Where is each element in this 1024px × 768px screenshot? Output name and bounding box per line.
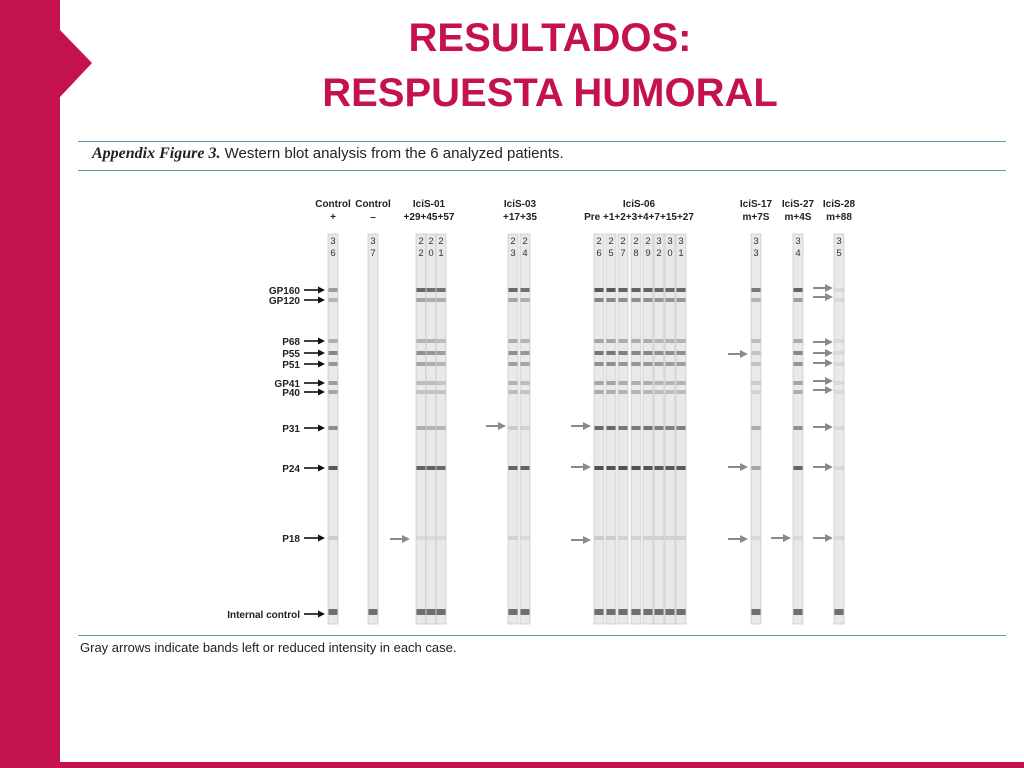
figure-label: Appendix Figure 3. xyxy=(92,145,221,162)
blot-band xyxy=(329,298,338,302)
blot-band xyxy=(607,536,616,540)
arrow-icon xyxy=(318,380,325,387)
gray-arrow-icon xyxy=(740,535,748,543)
gray-arrow-icon xyxy=(402,535,410,543)
lane-number: 7 xyxy=(620,248,626,259)
blot-band xyxy=(595,339,604,343)
group-subtitle: – xyxy=(370,212,376,223)
blot-band xyxy=(632,362,641,366)
blot-band xyxy=(835,339,844,343)
arrow-icon xyxy=(318,425,325,432)
gray-arrow-icon xyxy=(825,463,833,471)
blot-band xyxy=(329,536,338,540)
internal-control-band xyxy=(369,609,378,615)
blot-band xyxy=(655,339,664,343)
blot-band xyxy=(509,381,518,385)
blot-band xyxy=(437,351,446,355)
figure-note: Gray arrows indicate bands left or reduced intensity in each case. xyxy=(80,640,457,655)
blot-band xyxy=(794,351,803,355)
blot-band xyxy=(437,362,446,366)
blot-band xyxy=(655,298,664,302)
blot-band xyxy=(644,351,653,355)
blot-band xyxy=(752,426,761,430)
blot-band xyxy=(666,426,675,430)
blot-band xyxy=(521,298,530,302)
blot-band xyxy=(835,390,844,394)
blot-band xyxy=(835,536,844,540)
group-name: IciS-06 xyxy=(622,199,656,210)
blot-band xyxy=(644,426,653,430)
blot-band xyxy=(644,390,653,394)
lane-number: 0 xyxy=(667,248,673,259)
internal-control-band xyxy=(794,609,803,615)
internal-control-band xyxy=(835,609,844,615)
blot-band xyxy=(835,466,844,470)
blot-band xyxy=(632,339,641,343)
blot-band xyxy=(607,288,616,292)
lane-number: 0 xyxy=(428,248,434,259)
lane-number: 3 xyxy=(795,236,801,247)
band-label: GP120 xyxy=(268,296,300,307)
blot-band xyxy=(437,390,446,394)
blot-band xyxy=(655,351,664,355)
blot-band xyxy=(437,381,446,385)
blot-band xyxy=(595,466,604,470)
blot-band xyxy=(677,362,686,366)
lane-number: 3 xyxy=(330,236,336,247)
group-subtitle: m+7S xyxy=(742,212,770,223)
blot-band xyxy=(644,466,653,470)
blot-band xyxy=(644,362,653,366)
blot-band xyxy=(644,339,653,343)
lane-number: 6 xyxy=(330,248,336,259)
blot-band xyxy=(794,536,803,540)
gray-arrow-icon xyxy=(825,534,833,542)
lane-number: 4 xyxy=(795,248,801,259)
arrow-icon xyxy=(318,465,325,472)
lane-number: 2 xyxy=(596,236,602,247)
blot-band xyxy=(619,288,628,292)
blot-band xyxy=(595,351,604,355)
blot-band xyxy=(595,390,604,394)
figure-caption-text: Western blot analysis from the 6 analyzed patients. xyxy=(220,145,564,162)
gray-arrow-icon xyxy=(825,338,833,346)
blot-band xyxy=(595,298,604,302)
blot-band xyxy=(607,351,616,355)
blot-band xyxy=(329,339,338,343)
blot-band xyxy=(666,390,675,394)
blot-band xyxy=(677,381,686,385)
gray-arrow-icon xyxy=(498,422,506,430)
lane-number: 3 xyxy=(510,248,516,259)
group-name: IciS-03 xyxy=(503,199,537,210)
blot-band xyxy=(794,339,803,343)
blot-band xyxy=(595,381,604,385)
internal-control-band xyxy=(619,609,628,615)
blot-band xyxy=(427,426,436,430)
blot-band xyxy=(417,466,426,470)
blot-band xyxy=(509,298,518,302)
lane-number: 5 xyxy=(608,248,614,259)
blot-band xyxy=(607,339,616,343)
lane-number: 2 xyxy=(438,236,444,247)
group-name: IciS-01 xyxy=(412,199,446,210)
blot-band xyxy=(752,339,761,343)
blot-band xyxy=(607,381,616,385)
group-subtitle: +17+35 xyxy=(503,212,537,223)
band-label: P31 xyxy=(282,424,300,435)
blot-band xyxy=(595,288,604,292)
blot-band xyxy=(677,390,686,394)
blot-band xyxy=(677,288,686,292)
blot-band xyxy=(417,288,426,292)
blot-band xyxy=(437,298,446,302)
blot-band xyxy=(509,339,518,343)
gray-arrow-icon xyxy=(825,349,833,357)
gray-arrow-icon xyxy=(825,423,833,431)
lane-number: 5 xyxy=(836,248,842,259)
blot-band xyxy=(655,536,664,540)
blot-band xyxy=(677,466,686,470)
blot-band xyxy=(521,466,530,470)
lane-number: 4 xyxy=(522,248,528,259)
blot-band xyxy=(417,426,426,430)
blot-band xyxy=(521,381,530,385)
blot-band xyxy=(619,536,628,540)
blot-band xyxy=(619,466,628,470)
blot-band xyxy=(644,536,653,540)
blot-band xyxy=(521,390,530,394)
group-name: IciS-27 xyxy=(781,199,815,210)
blot-band xyxy=(437,288,446,292)
arrow-icon xyxy=(318,361,325,368)
blot-band xyxy=(427,381,436,385)
blot-band xyxy=(752,351,761,355)
blot-band xyxy=(521,351,530,355)
blot-band xyxy=(427,536,436,540)
arrow-icon xyxy=(318,535,325,542)
band-label: P18 xyxy=(282,534,300,545)
blot-band xyxy=(619,381,628,385)
blot-band xyxy=(607,362,616,366)
gray-arrow-icon xyxy=(825,284,833,292)
blot-band xyxy=(417,351,426,355)
lane-number: 8 xyxy=(633,248,639,259)
group-subtitle: +29+45+57 xyxy=(403,212,455,223)
blot-band xyxy=(655,466,664,470)
lane-number: 3 xyxy=(370,236,376,247)
blot-band xyxy=(794,288,803,292)
blot-band xyxy=(655,288,664,292)
blot-band xyxy=(666,466,675,470)
blot-band xyxy=(632,390,641,394)
lane-number: 2 xyxy=(428,236,434,247)
blot-band xyxy=(329,362,338,366)
blot-band xyxy=(427,390,436,394)
band-label: P55 xyxy=(282,349,300,360)
blot-band xyxy=(794,426,803,430)
lane-number: 2 xyxy=(510,236,516,247)
internal-control-band xyxy=(655,609,664,615)
blot-band xyxy=(437,466,446,470)
blot-band xyxy=(595,362,604,366)
arrow-icon xyxy=(318,287,325,294)
internal-control-band xyxy=(509,609,518,615)
blot-band xyxy=(329,390,338,394)
lane-number: 2 xyxy=(620,236,626,247)
blot-band xyxy=(632,466,641,470)
blot-band xyxy=(329,426,338,430)
lane-number: 2 xyxy=(645,236,651,247)
group-subtitle: + xyxy=(330,212,336,223)
blot-band xyxy=(417,390,426,394)
blot-band xyxy=(835,288,844,292)
lane-number: 2 xyxy=(418,236,424,247)
gray-arrow-icon xyxy=(825,377,833,385)
blot-band xyxy=(521,536,530,540)
blot-band xyxy=(619,351,628,355)
blot-band xyxy=(329,288,338,292)
arrow-icon xyxy=(318,350,325,357)
lane-number: 3 xyxy=(753,236,759,247)
blot-band xyxy=(607,390,616,394)
blot-band xyxy=(607,426,616,430)
blot-band xyxy=(521,426,530,430)
blot-band xyxy=(794,381,803,385)
blot-band xyxy=(417,362,426,366)
lane-number: 1 xyxy=(678,248,684,259)
blot-band xyxy=(752,536,761,540)
blot-band xyxy=(417,381,426,385)
blot-band xyxy=(655,426,664,430)
blot-band xyxy=(427,466,436,470)
gray-arrow-icon xyxy=(825,359,833,367)
internal-control-band xyxy=(417,609,426,615)
blot-band xyxy=(437,426,446,430)
lane-number: 3 xyxy=(753,248,759,259)
internal-control-band xyxy=(677,609,686,615)
blot-band xyxy=(677,339,686,343)
lane-number: 2 xyxy=(522,236,528,247)
lane-number: 9 xyxy=(645,248,651,259)
blot-band xyxy=(835,362,844,366)
internal-control-band xyxy=(752,609,761,615)
internal-control-band xyxy=(437,609,446,615)
blot-band xyxy=(677,351,686,355)
blot-band xyxy=(632,426,641,430)
group-subtitle: m+88 xyxy=(826,212,852,223)
blot-band xyxy=(644,288,653,292)
blot-band xyxy=(619,390,628,394)
blot-band xyxy=(509,536,518,540)
blot-band xyxy=(509,362,518,366)
lane-number: 3 xyxy=(678,236,684,247)
internal-control-band xyxy=(427,609,436,615)
blot-band xyxy=(632,298,641,302)
blot-band xyxy=(666,288,675,292)
blot-band xyxy=(794,466,803,470)
blot-band xyxy=(666,362,675,366)
blot-band xyxy=(794,362,803,366)
blot-band xyxy=(752,362,761,366)
blot-band xyxy=(632,288,641,292)
blot-band xyxy=(666,339,675,343)
internal-control-band xyxy=(644,609,653,615)
blot-band xyxy=(752,381,761,385)
blot-band xyxy=(666,536,675,540)
slide-title-line-2: RESPUESTA HUMORAL xyxy=(322,71,778,115)
blot-band xyxy=(752,298,761,302)
blot-band xyxy=(619,339,628,343)
blot-band xyxy=(427,339,436,343)
blot-band xyxy=(509,288,518,292)
arrow-icon xyxy=(318,297,325,304)
gray-arrow-icon xyxy=(740,350,748,358)
group-name: IciS-17 xyxy=(739,199,773,210)
internal-control-band xyxy=(521,609,530,615)
internal-control-band xyxy=(632,609,641,615)
blot-band xyxy=(677,536,686,540)
group-subtitle: Pre +1+2+3+4+7+15+27 xyxy=(584,212,694,223)
blot-band xyxy=(521,288,530,292)
slide-title-line-1: RESULTADOS: xyxy=(408,16,692,60)
gray-arrow-icon xyxy=(740,463,748,471)
blot-band xyxy=(677,426,686,430)
blot-band xyxy=(509,351,518,355)
blot-band xyxy=(607,298,616,302)
blot-band xyxy=(655,362,664,366)
blot-band xyxy=(427,351,436,355)
lane-number: 1 xyxy=(438,248,444,259)
blot-band xyxy=(835,298,844,302)
blot-band xyxy=(329,351,338,355)
lane-number: 3 xyxy=(836,236,842,247)
lane-number: 3 xyxy=(656,236,662,247)
lane-number: 2 xyxy=(418,248,424,259)
lane-number: 7 xyxy=(370,248,376,259)
gray-arrow-icon xyxy=(825,386,833,394)
blot-band xyxy=(666,298,675,302)
blot-band xyxy=(521,362,530,366)
blot-band xyxy=(607,466,616,470)
blot-band xyxy=(835,381,844,385)
blot-band xyxy=(632,381,641,385)
arrow-icon xyxy=(318,611,325,618)
blot-band xyxy=(427,298,436,302)
blot-band xyxy=(417,339,426,343)
gray-arrow-icon xyxy=(583,422,591,430)
blot-band xyxy=(794,390,803,394)
figure-bottom-rule xyxy=(78,635,1006,636)
internal-control-band xyxy=(329,609,338,615)
band-label: GP41 xyxy=(274,379,300,390)
band-label: Internal control xyxy=(227,610,300,621)
blot-band xyxy=(417,298,426,302)
blot-band xyxy=(595,536,604,540)
blot-band xyxy=(666,381,675,385)
group-subtitle: m+4S xyxy=(784,212,812,223)
gray-arrow-icon xyxy=(783,534,791,542)
blot-band xyxy=(417,536,426,540)
blot-band xyxy=(752,288,761,292)
blot-band xyxy=(632,351,641,355)
blot-band xyxy=(632,536,641,540)
blot-band xyxy=(835,351,844,355)
arrow-icon xyxy=(318,338,325,345)
internal-control-band xyxy=(595,609,604,615)
blot-band xyxy=(677,298,686,302)
gray-arrow-icon xyxy=(583,463,591,471)
blot-band xyxy=(427,362,436,366)
blot-band xyxy=(595,426,604,430)
band-label: P68 xyxy=(282,337,300,348)
blot-band xyxy=(752,466,761,470)
blot-band xyxy=(666,351,675,355)
group-name: Control xyxy=(355,199,391,210)
blot-band xyxy=(509,390,518,394)
band-label: GP160 xyxy=(268,286,300,297)
blot-band xyxy=(644,381,653,385)
blot-band xyxy=(619,362,628,366)
lane-number: 2 xyxy=(608,236,614,247)
blot-band xyxy=(521,339,530,343)
lane-number: 6 xyxy=(596,248,602,259)
blot-band xyxy=(509,466,518,470)
gray-arrow-icon xyxy=(825,293,833,301)
blot-band xyxy=(619,426,628,430)
arrow-icon xyxy=(318,389,325,396)
group-name: IciS-28 xyxy=(822,199,856,210)
blot-band xyxy=(655,390,664,394)
group-name: Control xyxy=(315,199,351,210)
blot-band xyxy=(329,381,338,385)
internal-control-band xyxy=(666,609,675,615)
blot-band xyxy=(509,426,518,430)
blot-band xyxy=(752,390,761,394)
lane-number: 3 xyxy=(667,236,673,247)
blot-band xyxy=(794,298,803,302)
internal-control-band xyxy=(607,609,616,615)
blot-band xyxy=(619,298,628,302)
blot-band xyxy=(655,381,664,385)
blot-band xyxy=(644,298,653,302)
blot-strip xyxy=(368,234,378,624)
blot-band xyxy=(835,426,844,430)
band-label: P51 xyxy=(282,360,300,371)
blot-band xyxy=(437,536,446,540)
blot-band xyxy=(329,466,338,470)
band-label: P24 xyxy=(282,464,300,475)
gray-arrow-icon xyxy=(583,536,591,544)
blot-band xyxy=(437,339,446,343)
lane-number: 2 xyxy=(656,248,662,259)
lane-number: 2 xyxy=(633,236,639,247)
band-label: P40 xyxy=(282,388,300,399)
blot-band xyxy=(427,288,436,292)
